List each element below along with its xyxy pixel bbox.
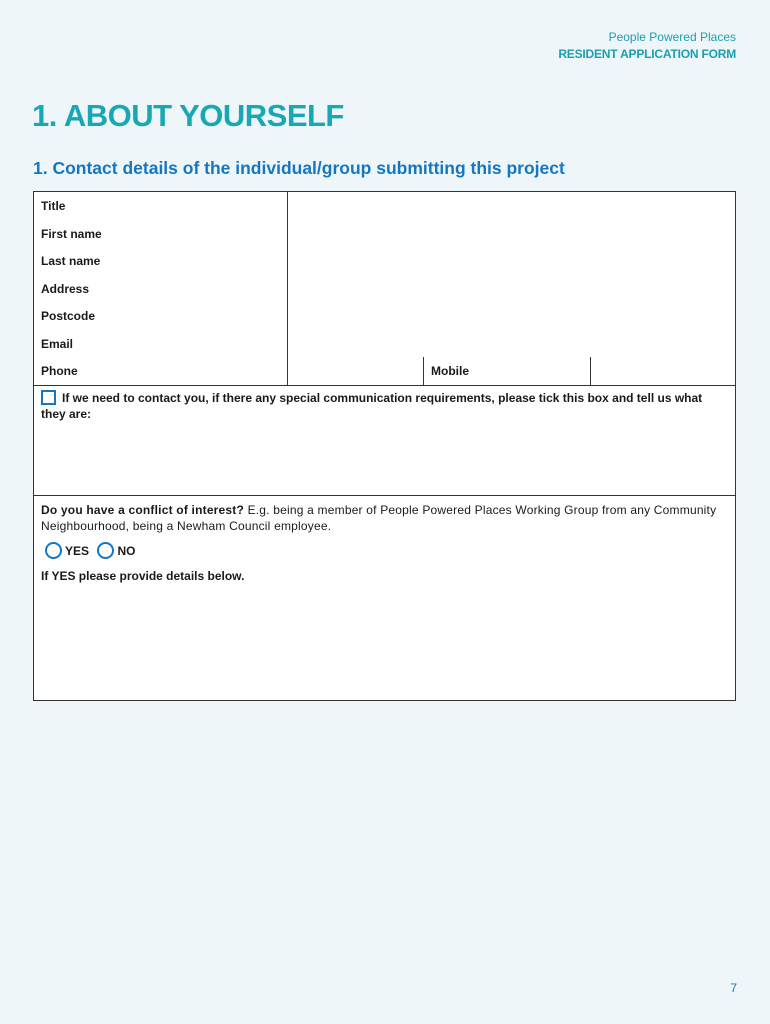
conflict-radio-group: [45, 542, 725, 560]
row-last-name: [34, 247, 735, 276]
mobile-label: Mobile: [423, 357, 590, 385]
contact-form: [33, 191, 736, 701]
last-name-label: Last name: [34, 247, 287, 275]
conflict-example: E.g. being a member of People Powered Places Working Group from any Community Neighbourhood, being a Newham Council employee.: [41, 503, 717, 533]
address-input[interactable]: [287, 275, 735, 303]
details-label: If YES please provide details below.: [41, 569, 245, 583]
title-label: Title: [34, 192, 287, 220]
row-phone-mobile: [34, 357, 735, 386]
no-label: NO: [117, 544, 136, 558]
row-postcode: [34, 302, 735, 331]
first-name-label: First name: [34, 220, 287, 248]
conflict-section: [34, 497, 735, 700]
last-name-input[interactable]: [287, 247, 735, 275]
phone-input[interactable]: [287, 357, 423, 385]
email-input[interactable]: [287, 330, 735, 358]
communication-section: [34, 385, 735, 496]
phone-label: Phone: [34, 357, 287, 385]
row-title: [34, 192, 735, 221]
row-email: [34, 330, 735, 359]
address-label: Address: [34, 275, 287, 303]
row-first-name: [34, 220, 735, 249]
postcode-input[interactable]: [287, 302, 735, 330]
page-header: [558, 29, 736, 63]
no-radio[interactable]: [97, 542, 114, 559]
yes-label: YES: [65, 544, 90, 558]
mobile-input[interactable]: [590, 357, 735, 385]
page-number: 7: [730, 981, 737, 995]
title-input[interactable]: [287, 192, 735, 220]
communication-checkbox[interactable]: [41, 390, 56, 405]
subheading: 1. Contact details of the individual/group submitting this project: [33, 158, 565, 178]
form-title: RESIDENT APPLICATION FORM: [558, 47, 736, 61]
email-label: Email: [34, 330, 287, 358]
postcode-label: Postcode: [34, 302, 287, 330]
conflict-details-input[interactable]: [34, 592, 735, 697]
yes-radio[interactable]: [45, 542, 62, 559]
first-name-input[interactable]: [287, 220, 735, 248]
communication-text: If we need to contact you, if there any special communication requirements, please tick this box and tell us what they are:: [41, 391, 703, 421]
row-address: [34, 275, 735, 304]
org-name: People Powered Places: [608, 30, 736, 44]
conflict-question: Do you have a conflict of interest?: [41, 503, 245, 517]
section-heading: 1. ABOUT YOURSELF: [32, 98, 344, 133]
